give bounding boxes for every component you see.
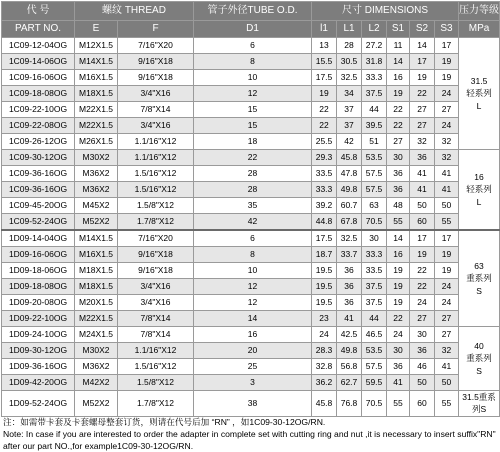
table-cell: 27.2 bbox=[362, 38, 387, 54]
table-cell: 33.3 bbox=[362, 70, 387, 86]
table-cell: 70.5 bbox=[362, 391, 387, 417]
table-cell: 44 bbox=[362, 102, 387, 118]
table-cell: 32 bbox=[410, 134, 435, 150]
table-cell: 10 bbox=[194, 263, 312, 279]
table-cell: M22X1.5 bbox=[75, 311, 118, 327]
table-cell: 45.8 bbox=[312, 391, 337, 417]
table-cell: 1D09-22-10OG bbox=[2, 311, 75, 327]
table-cell: 36 bbox=[387, 182, 410, 198]
table-cell: 24 bbox=[435, 295, 459, 311]
table-cell: 1C09-22-10OG bbox=[2, 102, 75, 118]
table-cell: 44.8 bbox=[312, 214, 337, 231]
table-cell: 22 bbox=[312, 102, 337, 118]
table-cell: 30.5 bbox=[337, 54, 362, 70]
table-cell: 6 bbox=[194, 38, 312, 54]
table-cell: 45.8 bbox=[337, 150, 362, 166]
table-cell: 24 bbox=[312, 327, 337, 343]
table-cell: 1C09-18-08OG bbox=[2, 86, 75, 102]
table-cell: 1.5/16"X12 bbox=[118, 359, 194, 375]
table-cell: 57.5 bbox=[362, 182, 387, 198]
table-cell: 41 bbox=[387, 375, 410, 391]
table-header bbox=[2, 2, 500, 38]
table-cell: 28 bbox=[194, 182, 312, 198]
table-cell: 27 bbox=[410, 311, 435, 327]
table-cell: 24 bbox=[435, 118, 459, 134]
table-cell: 28 bbox=[337, 38, 362, 54]
table-body bbox=[2, 38, 500, 417]
table-cell: 1C09-30-12OG bbox=[2, 150, 75, 166]
table-row bbox=[2, 247, 500, 263]
header-dim-L2: L2 bbox=[362, 21, 387, 38]
table-cell: 17.5 bbox=[312, 230, 337, 247]
table-row bbox=[2, 214, 500, 231]
table-cell: 33.5 bbox=[312, 166, 337, 182]
table-cell: 50 bbox=[435, 375, 459, 391]
header-part-no-cn: 代 号 bbox=[2, 2, 75, 21]
header-dim-S1: S1 bbox=[387, 21, 410, 38]
table-cell: 7/8"X14 bbox=[118, 102, 194, 118]
table-cell: 22 bbox=[410, 263, 435, 279]
table-cell: 41 bbox=[410, 166, 435, 182]
table-cell: 19 bbox=[435, 263, 459, 279]
table-cell: 1D09-18-08OG bbox=[2, 279, 75, 295]
table-cell: 22 bbox=[387, 102, 410, 118]
table-row bbox=[2, 230, 500, 247]
table-cell: 12 bbox=[194, 86, 312, 102]
table-cell: 63 bbox=[362, 198, 387, 214]
table-cell: 36 bbox=[337, 295, 362, 311]
table-cell: 17 bbox=[435, 230, 459, 247]
table-cell: 28 bbox=[194, 166, 312, 182]
table-cell: 22 bbox=[194, 150, 312, 166]
pressure-class-line: 63 bbox=[474, 261, 484, 272]
table-row bbox=[2, 70, 500, 86]
table-cell: 1D09-24-10OG bbox=[2, 327, 75, 343]
fittings-spec-table bbox=[1, 1, 500, 417]
table-cell: 32 bbox=[435, 343, 459, 359]
table-row bbox=[2, 150, 500, 166]
table-cell: 1.5/8"X12 bbox=[118, 375, 194, 391]
table-cell: 23 bbox=[312, 311, 337, 327]
table-cell: 3/4"X16 bbox=[118, 279, 194, 295]
table-cell: 18.7 bbox=[312, 247, 337, 263]
footnote-en-line1: Note: In case if you are interested to order the adapter in complete set with cutting ring and nut ,it is necessary to insert suffix"RN" bbox=[3, 429, 496, 439]
table-cell: 19.5 bbox=[312, 279, 337, 295]
table-cell: 30 bbox=[410, 327, 435, 343]
table-cell: 22 bbox=[410, 86, 435, 102]
table-cell: 1C09-36-16OG bbox=[2, 182, 75, 198]
table-cell: 17 bbox=[435, 38, 459, 54]
table-cell: 33.5 bbox=[362, 263, 387, 279]
table-cell: 30 bbox=[362, 230, 387, 247]
table-cell: 9/16"X18 bbox=[118, 70, 194, 86]
pressure-class-line: S bbox=[476, 365, 482, 376]
table-cell: 60 bbox=[410, 214, 435, 231]
table-cell: 1.5/16"X12 bbox=[118, 166, 194, 182]
table-row bbox=[2, 359, 500, 375]
header-thread-e: E bbox=[75, 21, 118, 38]
pressure-class-line: 重系列 bbox=[466, 353, 492, 364]
table-cell: 55 bbox=[435, 214, 459, 231]
pressure-class-line: L bbox=[476, 100, 482, 111]
table-cell: 36 bbox=[387, 166, 410, 182]
header-dimensions: 尺寸 DIMENSIONS bbox=[312, 2, 459, 21]
footnote bbox=[3, 416, 499, 452]
table-cell: M52X2 bbox=[75, 214, 118, 231]
table-cell: 24 bbox=[387, 327, 410, 343]
table-cell: M42X2 bbox=[75, 375, 118, 391]
table-cell: 1D09-16-06OG bbox=[2, 247, 75, 263]
table-cell: 41 bbox=[410, 182, 435, 198]
table-cell: M18X1.5 bbox=[75, 279, 118, 295]
pressure-class-cell bbox=[459, 150, 500, 231]
table-cell: 27 bbox=[435, 311, 459, 327]
table-cell: 1.1/16"X12 bbox=[118, 134, 194, 150]
table-row bbox=[2, 38, 500, 54]
table-cell: 1C09-22-08OG bbox=[2, 118, 75, 134]
table-cell: 3/4"X16 bbox=[118, 118, 194, 134]
table-cell: 47.8 bbox=[337, 166, 362, 182]
table-cell: 14 bbox=[387, 230, 410, 247]
table-row bbox=[2, 166, 500, 182]
table-cell: 19 bbox=[435, 70, 459, 86]
table-cell: 38 bbox=[194, 391, 312, 417]
table-row bbox=[2, 327, 500, 343]
table-cell: M14X1.5 bbox=[75, 54, 118, 70]
table-cell: 57.5 bbox=[362, 359, 387, 375]
table-cell: M36X2 bbox=[75, 166, 118, 182]
table-cell: 24 bbox=[435, 86, 459, 102]
header-tube-od: 管子外径TUBE O.D. bbox=[194, 2, 312, 21]
table-cell: 15.5 bbox=[312, 54, 337, 70]
table-cell: M20X1.5 bbox=[75, 295, 118, 311]
table-cell: 17 bbox=[410, 54, 435, 70]
table-cell: 50 bbox=[410, 375, 435, 391]
table-cell: 10 bbox=[194, 70, 312, 86]
table-cell: 1C09-12-04OG bbox=[2, 38, 75, 54]
table-cell: 32.5 bbox=[337, 70, 362, 86]
table-cell: 39.5 bbox=[362, 118, 387, 134]
table-cell: 56.8 bbox=[337, 359, 362, 375]
table-cell: 33.7 bbox=[337, 247, 362, 263]
table-cell: 3/4"X16 bbox=[118, 295, 194, 311]
table-cell: 41 bbox=[435, 182, 459, 198]
table-cell: 30 bbox=[387, 343, 410, 359]
table-cell: 36 bbox=[337, 263, 362, 279]
table-cell: 49.8 bbox=[337, 343, 362, 359]
table-cell: 41 bbox=[435, 359, 459, 375]
table-cell: 46 bbox=[410, 359, 435, 375]
table-cell: 32 bbox=[435, 150, 459, 166]
table-cell: 22 bbox=[410, 279, 435, 295]
table-cell: 19.5 bbox=[312, 295, 337, 311]
pressure-class-cell bbox=[459, 391, 500, 417]
pressure-class-line: 16 bbox=[474, 172, 484, 183]
table-cell: 16 bbox=[387, 70, 410, 86]
table-cell: 1D09-30-12OG bbox=[2, 343, 75, 359]
table-cell: 48 bbox=[387, 198, 410, 214]
pressure-class-line: 轻系列 bbox=[466, 184, 492, 195]
table-cell: 19 bbox=[387, 295, 410, 311]
table-row bbox=[2, 118, 500, 134]
table-cell: 60.7 bbox=[337, 198, 362, 214]
table-row bbox=[2, 134, 500, 150]
pressure-class-line: 轻系列 bbox=[466, 88, 492, 99]
table-cell: 7/16"X20 bbox=[118, 230, 194, 247]
table-cell: 8 bbox=[194, 54, 312, 70]
table-cell: 27 bbox=[387, 134, 410, 150]
table-cell: 19 bbox=[387, 263, 410, 279]
table-cell: 44 bbox=[362, 311, 387, 327]
table-cell: 9/16"X18 bbox=[118, 263, 194, 279]
table-cell: M18X1.5 bbox=[75, 86, 118, 102]
table-row bbox=[2, 279, 500, 295]
table-cell: M30X2 bbox=[75, 150, 118, 166]
table-cell: 19 bbox=[435, 54, 459, 70]
header-dim-L1: L1 bbox=[337, 21, 362, 38]
table-cell: 1.5/8"X12 bbox=[118, 198, 194, 214]
table-cell: 1.1/16"X12 bbox=[118, 150, 194, 166]
table-cell: M14X1.5 bbox=[75, 230, 118, 247]
table-cell: 7/16"X20 bbox=[118, 38, 194, 54]
table-cell: 1.7/8"X12 bbox=[118, 214, 194, 231]
header-pressure: 压力等级 bbox=[459, 2, 500, 21]
pressure-class-cell bbox=[459, 230, 500, 327]
table-cell: M18X1.5 bbox=[75, 263, 118, 279]
pressure-class-cell bbox=[459, 38, 500, 150]
pressure-class-line: S bbox=[476, 285, 482, 296]
table-cell: 51 bbox=[362, 134, 387, 150]
table-cell: 22 bbox=[387, 118, 410, 134]
table-cell: 17.5 bbox=[312, 70, 337, 86]
table-cell: 1D09-14-04OG bbox=[2, 230, 75, 247]
header-thread-f: F bbox=[118, 21, 194, 38]
table-cell: 9/16"X18 bbox=[118, 54, 194, 70]
table-cell: 14 bbox=[194, 311, 312, 327]
table-cell: M22X1.5 bbox=[75, 102, 118, 118]
table-cell: 19 bbox=[387, 86, 410, 102]
table-cell: 19.5 bbox=[312, 263, 337, 279]
table-cell: 37 bbox=[337, 102, 362, 118]
table-cell: 9/16"X18 bbox=[118, 247, 194, 263]
table-cell: 25 bbox=[194, 359, 312, 375]
table-row bbox=[2, 102, 500, 118]
table-row bbox=[2, 182, 500, 198]
table-cell: 1D09-18-06OG bbox=[2, 263, 75, 279]
table-cell: 42 bbox=[337, 134, 362, 150]
table-cell: 49.8 bbox=[337, 182, 362, 198]
table-cell: 1.5/16"X12 bbox=[118, 182, 194, 198]
table-row bbox=[2, 263, 500, 279]
table-cell: 33.3 bbox=[312, 182, 337, 198]
table-row bbox=[2, 198, 500, 214]
table-cell: M24X1.5 bbox=[75, 327, 118, 343]
table-cell: M16X1.5 bbox=[75, 70, 118, 86]
table-cell: 12 bbox=[194, 295, 312, 311]
table-cell: 1D09-42-20OG bbox=[2, 375, 75, 391]
footnote-cn: 注：如需带卡套及卡套螺母整套订货，则请在代号后加 “RN” ，如1C09-30-12OG/RN. bbox=[3, 417, 326, 427]
table-row bbox=[2, 311, 500, 327]
table-cell: M36X2 bbox=[75, 359, 118, 375]
table-cell: 27 bbox=[435, 102, 459, 118]
table-cell: M12X1.5 bbox=[75, 38, 118, 54]
table-cell: 33.3 bbox=[362, 247, 387, 263]
header-thread: 螺纹 THREAD bbox=[75, 2, 194, 21]
table-cell: M30X2 bbox=[75, 343, 118, 359]
table-cell: 27 bbox=[410, 102, 435, 118]
table-cell: M22X1.5 bbox=[75, 118, 118, 134]
table-cell: 32 bbox=[435, 134, 459, 150]
table-cell: 67.8 bbox=[337, 214, 362, 231]
table-cell: 27 bbox=[435, 327, 459, 343]
table-cell: 42.5 bbox=[337, 327, 362, 343]
header-dim-l1: l1 bbox=[312, 21, 337, 38]
table-cell: 35 bbox=[194, 198, 312, 214]
table-cell: 36 bbox=[410, 150, 435, 166]
table-cell: 41 bbox=[337, 311, 362, 327]
table-row bbox=[2, 343, 500, 359]
table-cell: 7/8"X14 bbox=[118, 311, 194, 327]
table-row bbox=[2, 54, 500, 70]
header-part-no-en: PART NO. bbox=[2, 21, 75, 38]
table-cell: 1C09-36-16OG bbox=[2, 166, 75, 182]
table-cell: 18 bbox=[194, 134, 312, 150]
table-cell: 53.5 bbox=[362, 343, 387, 359]
table-cell: M45X2 bbox=[75, 198, 118, 214]
table-cell: M36X2 bbox=[75, 182, 118, 198]
table-cell: 50 bbox=[410, 198, 435, 214]
table-cell: 50 bbox=[435, 198, 459, 214]
table-cell: 24 bbox=[435, 279, 459, 295]
pressure-class-line: 40 bbox=[474, 341, 484, 352]
header-pressure-unit: MPa bbox=[459, 21, 500, 38]
pressure-class-line: 31.5 bbox=[470, 76, 488, 87]
table-cell: 17 bbox=[410, 230, 435, 247]
table-cell: 36 bbox=[410, 343, 435, 359]
pressure-class-line: 31.5重系列S bbox=[462, 392, 496, 415]
table-cell: 13 bbox=[312, 38, 337, 54]
table-cell: 57.5 bbox=[362, 166, 387, 182]
table-cell: 1C09-26-12OG bbox=[2, 134, 75, 150]
table-cell: 37.5 bbox=[362, 279, 387, 295]
table-cell: 28.3 bbox=[312, 343, 337, 359]
footnote-en-line2: after our part NO.,for example1C09-30-12OG/RN. bbox=[3, 441, 194, 451]
table-cell: 11 bbox=[387, 38, 410, 54]
table-cell: 46.5 bbox=[362, 327, 387, 343]
table-cell: 25.5 bbox=[312, 134, 337, 150]
table-cell: 1D09-52-24OG bbox=[2, 391, 75, 417]
table-cell: 1C09-45-20OG bbox=[2, 198, 75, 214]
table-cell: 19 bbox=[410, 247, 435, 263]
table-cell: 41 bbox=[435, 166, 459, 182]
table-row bbox=[2, 295, 500, 311]
table-cell: 37.5 bbox=[362, 295, 387, 311]
table-cell: 59.5 bbox=[362, 375, 387, 391]
table-cell: 14 bbox=[410, 38, 435, 54]
table-cell: 34 bbox=[337, 86, 362, 102]
table-cell: 1D09-20-08OG bbox=[2, 295, 75, 311]
table-cell: 1.7/8"X12 bbox=[118, 391, 194, 417]
table-cell: 27 bbox=[410, 118, 435, 134]
table-cell: 30 bbox=[387, 150, 410, 166]
table-row bbox=[2, 375, 500, 391]
table-cell: 55 bbox=[435, 391, 459, 417]
table-cell: 31.8 bbox=[362, 54, 387, 70]
table-cell: M26X1.5 bbox=[75, 134, 118, 150]
table-cell: 22 bbox=[312, 118, 337, 134]
pressure-class-cell bbox=[459, 327, 500, 391]
table-cell: 1C09-52-24OG bbox=[2, 214, 75, 231]
pressure-class-line: 重系列 bbox=[466, 273, 492, 284]
table-cell: 37 bbox=[337, 118, 362, 134]
table-row bbox=[2, 86, 500, 102]
table-cell: M16X1.5 bbox=[75, 247, 118, 263]
table-cell: 70.5 bbox=[362, 214, 387, 231]
table-cell: 16 bbox=[194, 327, 312, 343]
table-cell: 36 bbox=[387, 359, 410, 375]
table-cell: 36.2 bbox=[312, 375, 337, 391]
table-cell: 55 bbox=[387, 214, 410, 231]
table-cell: 15 bbox=[194, 118, 312, 134]
table-cell: 1C09-14-06OG bbox=[2, 54, 75, 70]
table-cell: 3 bbox=[194, 375, 312, 391]
table-cell: 7/8"X14 bbox=[118, 327, 194, 343]
table-cell: 19 bbox=[312, 86, 337, 102]
table-cell: 3/4"X16 bbox=[118, 86, 194, 102]
header-tube-d1: D1 bbox=[194, 21, 312, 38]
table-cell: 16 bbox=[387, 247, 410, 263]
table-cell: 20 bbox=[194, 343, 312, 359]
table-cell: 19 bbox=[410, 70, 435, 86]
table-cell: 19 bbox=[435, 247, 459, 263]
table-row bbox=[2, 391, 500, 417]
table-cell: 42 bbox=[194, 214, 312, 231]
table-cell: 8 bbox=[194, 247, 312, 263]
header-dim-S2: S2 bbox=[410, 21, 435, 38]
table-cell: 55 bbox=[387, 391, 410, 417]
table-cell: M52X2 bbox=[75, 391, 118, 417]
table-cell: 22 bbox=[387, 311, 410, 327]
table-cell: 15 bbox=[194, 102, 312, 118]
table-cell: 60 bbox=[410, 391, 435, 417]
table-cell: 37.5 bbox=[362, 86, 387, 102]
table-cell: 24 bbox=[410, 295, 435, 311]
table-cell: 1.1/16"X12 bbox=[118, 343, 194, 359]
table-cell: 19 bbox=[387, 279, 410, 295]
pressure-class-line: L bbox=[476, 196, 482, 207]
header-dim-S3: S3 bbox=[435, 21, 459, 38]
table-cell: 62.7 bbox=[337, 375, 362, 391]
table-cell: 14 bbox=[387, 54, 410, 70]
table-cell: 32.8 bbox=[312, 359, 337, 375]
table-cell: 1D09-36-16OG bbox=[2, 359, 75, 375]
table-cell: 32.5 bbox=[337, 230, 362, 247]
table-cell: 76.8 bbox=[337, 391, 362, 417]
table-cell: 1C09-16-06OG bbox=[2, 70, 75, 86]
table-cell: 36 bbox=[337, 279, 362, 295]
table-cell: 39.2 bbox=[312, 198, 337, 214]
table-cell: 12 bbox=[194, 279, 312, 295]
table-cell: 6 bbox=[194, 230, 312, 247]
table-cell: 29.3 bbox=[312, 150, 337, 166]
table-cell: 53.5 bbox=[362, 150, 387, 166]
